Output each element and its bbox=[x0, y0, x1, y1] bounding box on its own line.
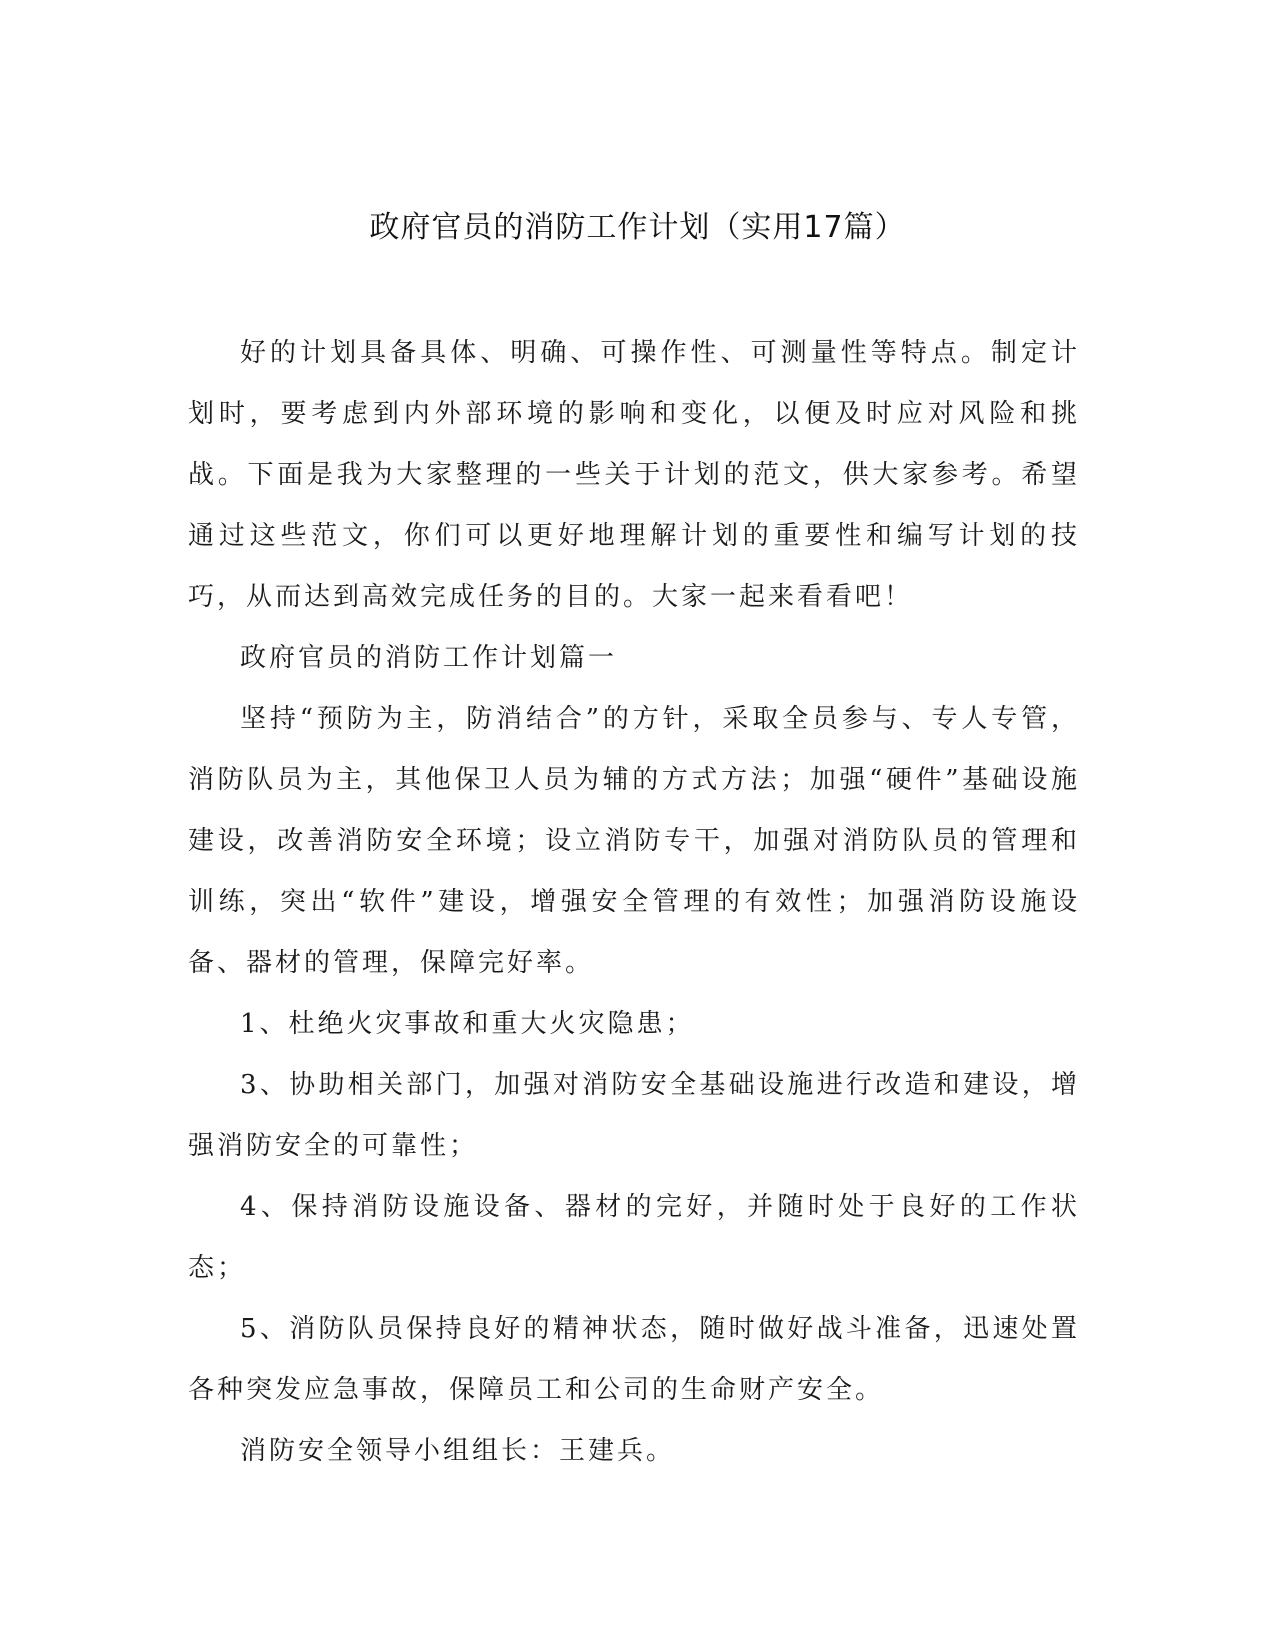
list-item-4: 4、保持消防设施设备、器材的完好，并随时处于良好的工作状态； bbox=[188, 1192, 1080, 1283]
list-item-3: 3、协助相关部门，加强对消防安全基础设施进行改造和建设，增强消防安全的可靠性； bbox=[188, 1070, 1080, 1161]
list-item-5: 5、消防队员保持良好的精神状态，随时做好战斗准备，迅速处置各种突发应急事故，保障员工和公司的生命财产安全。 bbox=[188, 1314, 1080, 1405]
policy-paragraph: 坚持“预防为主，防消结合”的方针，采取全员参与、专人专管，消防队员为主，其他保卫人员为辅的方式方法；加强“硬件”基础设施建设，改善消防安全环境；设立消防专干，加强对消防队员的管理和训练，突出“软件”建设，增强安全管理的有效性；加强消防设施设备、器材的管理，保障完好率。 bbox=[188, 704, 1080, 978]
document-title: 政府官员的消防工作计划（实用17篇） bbox=[369, 210, 906, 245]
section-heading: 政府官员的消防工作计划篇一 bbox=[240, 643, 618, 673]
list-item-1: 1、杜绝火灾事故和重大火灾隐患； bbox=[240, 1009, 695, 1039]
leader-line: 消防安全领导小组组长：王建兵。 bbox=[240, 1436, 676, 1466]
document-body bbox=[188, 323, 1080, 1482]
intro-paragraph: 好的计划具备具体、明确、可操作性、可测量性等特点。制定计划时，要考虑到内外部环境的影响和变化，以便及时应对风险和挑战。下面是我为大家整理的一些关于计划的范文，供大家参考。希望通过这些范文，你们可以更好地理解计划的重要性和编写计划的技巧，从而达到高效完成任务的目的。大家一起来看看吧！ bbox=[188, 338, 1080, 612]
